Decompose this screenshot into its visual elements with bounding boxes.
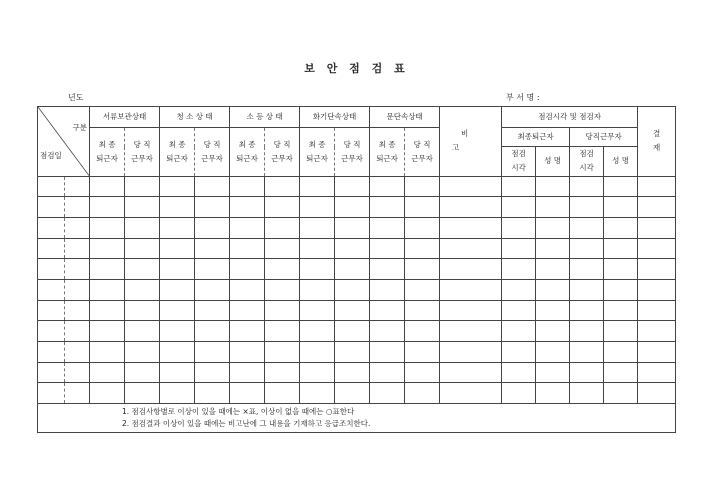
table-cell[interactable] <box>335 362 370 383</box>
table-cell[interactable] <box>604 197 638 218</box>
table-row <box>38 300 676 321</box>
category-cleaning: 청 소 상 태 <box>160 107 230 128</box>
table-cell[interactable] <box>125 238 160 259</box>
table-cell[interactable] <box>230 238 265 259</box>
table-cell[interactable] <box>160 321 195 342</box>
table-cell[interactable] <box>160 259 195 280</box>
table-cell[interactable] <box>370 300 405 321</box>
table-cell[interactable] <box>195 176 230 197</box>
table-cell[interactable] <box>38 383 65 404</box>
table-cell[interactable] <box>536 383 570 404</box>
table-row <box>38 342 676 363</box>
table-cell[interactable] <box>570 342 604 363</box>
table-cell[interactable] <box>536 197 570 218</box>
table-cell[interactable] <box>38 321 65 342</box>
page-title: 보 안 점 검 표 <box>304 62 409 75</box>
table-cell[interactable] <box>90 279 125 300</box>
sub-duty-worker: 당 직 근무자 <box>265 128 300 177</box>
table-cell[interactable] <box>638 197 676 218</box>
table-row <box>38 362 676 383</box>
table-cell[interactable] <box>570 259 604 280</box>
table-row <box>38 176 676 197</box>
table-cell[interactable] <box>125 259 160 280</box>
table-cell[interactable] <box>90 321 125 342</box>
table-cell[interactable] <box>604 176 638 197</box>
table-cell[interactable] <box>335 383 370 404</box>
inspect-header: 점검시각 및 점검자 <box>502 107 638 128</box>
table-cell[interactable] <box>90 176 125 197</box>
table-cell[interactable] <box>230 176 265 197</box>
table-cell[interactable] <box>300 321 335 342</box>
table-cell[interactable] <box>300 197 335 218</box>
table-cell[interactable] <box>502 362 536 383</box>
table-cell[interactable] <box>335 279 370 300</box>
table-cell[interactable] <box>38 197 65 218</box>
table-cell[interactable] <box>195 383 230 404</box>
table-cell[interactable] <box>230 217 265 238</box>
table-cell[interactable] <box>440 217 502 238</box>
table-cell[interactable] <box>265 259 300 280</box>
table-cell[interactable] <box>570 362 604 383</box>
table-cell[interactable] <box>502 279 536 300</box>
table-cell[interactable] <box>335 176 370 197</box>
table-cell[interactable] <box>265 300 300 321</box>
table-cell[interactable] <box>90 300 125 321</box>
table-cell[interactable] <box>230 197 265 218</box>
table-cell[interactable] <box>265 321 300 342</box>
table-cell[interactable] <box>65 383 90 404</box>
table-cell[interactable] <box>195 238 230 259</box>
table-cell[interactable] <box>125 321 160 342</box>
table-cell[interactable] <box>300 217 335 238</box>
table-cell[interactable] <box>536 259 570 280</box>
table-cell[interactable] <box>90 383 125 404</box>
table-row <box>38 383 676 404</box>
name-header: 성 명 <box>604 147 638 177</box>
table-cell[interactable] <box>536 321 570 342</box>
table-cell[interactable] <box>440 383 502 404</box>
table-cell[interactable] <box>38 342 65 363</box>
table-cell[interactable] <box>638 279 676 300</box>
table-cell[interactable] <box>195 362 230 383</box>
table-cell[interactable] <box>265 362 300 383</box>
table-cell[interactable] <box>440 259 502 280</box>
table-cell[interactable] <box>370 217 405 238</box>
table-cell[interactable] <box>440 321 502 342</box>
table-cell[interactable] <box>65 259 90 280</box>
table-cell[interactable] <box>300 176 335 197</box>
category-lights: 소 등 상 태 <box>230 107 300 128</box>
table-cell[interactable] <box>300 300 335 321</box>
table-row <box>38 259 676 280</box>
table-cell[interactable] <box>65 342 90 363</box>
table-cell[interactable] <box>65 197 90 218</box>
table-row <box>38 217 676 238</box>
table-cell[interactable] <box>335 300 370 321</box>
date-label: 점검일 <box>40 151 62 160</box>
table-cell[interactable] <box>570 300 604 321</box>
table-cell[interactable] <box>160 217 195 238</box>
table-row <box>38 279 676 300</box>
table-cell[interactable] <box>65 362 90 383</box>
table-cell[interactable] <box>125 197 160 218</box>
table-cell[interactable] <box>440 197 502 218</box>
table-cell[interactable] <box>195 321 230 342</box>
table-cell[interactable] <box>638 383 676 404</box>
table-cell[interactable] <box>440 279 502 300</box>
table-cell[interactable] <box>90 259 125 280</box>
table-cell[interactable] <box>38 300 65 321</box>
table-cell[interactable] <box>604 321 638 342</box>
table-cell[interactable] <box>195 259 230 280</box>
table-cell[interactable] <box>536 217 570 238</box>
table-cell[interactable] <box>405 279 440 300</box>
table-cell[interactable] <box>502 217 536 238</box>
table-cell[interactable] <box>125 342 160 363</box>
table-cell[interactable] <box>405 197 440 218</box>
table-cell[interactable] <box>536 342 570 363</box>
table-cell[interactable] <box>536 238 570 259</box>
category-fire: 화기단속상태 <box>300 107 370 128</box>
table-cell[interactable] <box>604 259 638 280</box>
table-cell[interactable] <box>38 259 65 280</box>
table-cell[interactable] <box>125 217 160 238</box>
final-leaver-header: 최종퇴근자 <box>502 128 570 147</box>
table-cell[interactable] <box>638 342 676 363</box>
table-cell[interactable] <box>195 300 230 321</box>
sub-duty-worker: 당 직 근무자 <box>335 128 370 177</box>
table-cell[interactable] <box>38 279 65 300</box>
table-cell[interactable] <box>90 217 125 238</box>
table-cell[interactable] <box>300 238 335 259</box>
table-cell[interactable] <box>125 383 160 404</box>
table-cell[interactable] <box>160 279 195 300</box>
table-cell[interactable] <box>370 342 405 363</box>
table-cell[interactable] <box>570 176 604 197</box>
table-cell[interactable] <box>536 300 570 321</box>
table-cell[interactable] <box>300 362 335 383</box>
table-cell[interactable] <box>230 383 265 404</box>
table-cell[interactable] <box>405 300 440 321</box>
table-cell[interactable] <box>335 197 370 218</box>
time-header: 점검 시각 <box>502 147 536 177</box>
note-1: 1. 점검사항별로 이상이 있을 때에는 ×표, 이상이 없을 때에는 ○표한다 <box>122 407 355 417</box>
table-cell[interactable] <box>440 238 502 259</box>
table-cell[interactable] <box>160 300 195 321</box>
table-cell[interactable] <box>38 238 65 259</box>
table-cell[interactable] <box>638 300 676 321</box>
table-cell[interactable] <box>65 238 90 259</box>
table-cell[interactable] <box>300 342 335 363</box>
table-cell[interactable] <box>160 383 195 404</box>
table-cell[interactable] <box>65 176 90 197</box>
table-cell[interactable] <box>230 279 265 300</box>
table-cell[interactable] <box>502 238 536 259</box>
table-cell[interactable] <box>125 176 160 197</box>
table-cell[interactable] <box>265 383 300 404</box>
table-cell[interactable] <box>230 362 265 383</box>
sub-last-leaver: 최 종 퇴근자 <box>90 128 125 177</box>
table-cell[interactable] <box>300 259 335 280</box>
table-cell[interactable] <box>502 342 536 363</box>
table-cell[interactable] <box>440 342 502 363</box>
table-row <box>38 238 676 259</box>
table-cell[interactable] <box>604 300 638 321</box>
table-cell[interactable] <box>335 217 370 238</box>
table-cell[interactable] <box>65 321 90 342</box>
table-cell[interactable] <box>160 197 195 218</box>
sub-duty-worker: 당 직 근무자 <box>195 128 230 177</box>
table-cell[interactable] <box>38 217 65 238</box>
table-cell[interactable] <box>638 321 676 342</box>
table-cell[interactable] <box>570 238 604 259</box>
table-cell[interactable] <box>502 383 536 404</box>
table-cell[interactable] <box>125 300 160 321</box>
table-cell[interactable] <box>65 217 90 238</box>
table-row <box>38 197 676 218</box>
name-header: 성 명 <box>536 147 570 177</box>
table-cell[interactable] <box>370 321 405 342</box>
table-cell[interactable] <box>405 238 440 259</box>
table-cell[interactable] <box>265 217 300 238</box>
table-cell[interactable] <box>160 176 195 197</box>
table-cell[interactable] <box>370 238 405 259</box>
duty-worker-header: 당직근무자 <box>570 128 638 147</box>
table-cell[interactable] <box>604 362 638 383</box>
table-cell[interactable] <box>370 383 405 404</box>
table-cell[interactable] <box>300 383 335 404</box>
table-cell[interactable] <box>195 217 230 238</box>
table-cell[interactable] <box>335 321 370 342</box>
table-cell[interactable] <box>440 362 502 383</box>
sub-last-leaver: 최 종 퇴근자 <box>300 128 335 177</box>
year-label: 년도 <box>68 93 84 102</box>
category-documents: 서류보관상태 <box>90 107 160 128</box>
table-cell[interactable] <box>440 176 502 197</box>
table-cell[interactable] <box>536 176 570 197</box>
table-cell[interactable] <box>604 217 638 238</box>
time-header: 점검 시각 <box>570 147 604 177</box>
table-cell[interactable] <box>230 259 265 280</box>
remarks-header: 비고 <box>440 107 502 177</box>
table-cell[interactable] <box>502 197 536 218</box>
table-cell[interactable] <box>90 342 125 363</box>
table-cell[interactable] <box>405 342 440 363</box>
sub-last-leaver: 최 종 퇴근자 <box>230 128 265 177</box>
table-cell[interactable] <box>265 279 300 300</box>
table-cell[interactable] <box>230 342 265 363</box>
sub-last-leaver: 최 종 퇴근자 <box>370 128 405 177</box>
table-cell[interactable] <box>370 362 405 383</box>
department-label: 부 서 명 : <box>506 93 540 102</box>
table-cell[interactable] <box>570 383 604 404</box>
table-cell[interactable] <box>570 279 604 300</box>
table-cell[interactable] <box>38 362 65 383</box>
table-cell[interactable] <box>370 279 405 300</box>
table-cell[interactable] <box>160 342 195 363</box>
table-cell[interactable] <box>265 238 300 259</box>
approval-header: 결 재 <box>638 107 676 177</box>
table-cell[interactable] <box>502 259 536 280</box>
table-cell[interactable] <box>570 321 604 342</box>
table-cell[interactable] <box>638 238 676 259</box>
table-cell[interactable] <box>38 176 65 197</box>
table-cell[interactable] <box>335 342 370 363</box>
table-cell[interactable] <box>335 238 370 259</box>
table-cell[interactable] <box>405 176 440 197</box>
table-cell[interactable] <box>65 279 90 300</box>
table-cell[interactable] <box>160 362 195 383</box>
table-cell[interactable] <box>90 362 125 383</box>
table-cell[interactable] <box>604 279 638 300</box>
gubun-label: 구분 <box>72 123 87 132</box>
table-cell[interactable] <box>502 176 536 197</box>
table-cell[interactable] <box>125 362 160 383</box>
table-cell[interactable] <box>265 176 300 197</box>
table-cell[interactable] <box>502 321 536 342</box>
table-cell[interactable] <box>440 300 502 321</box>
table-cell[interactable] <box>370 176 405 197</box>
table-cell[interactable] <box>230 321 265 342</box>
table-row <box>38 321 676 342</box>
category-doors: 문단속상태 <box>370 107 440 128</box>
table-cell[interactable] <box>370 197 405 218</box>
table-cell[interactable] <box>604 238 638 259</box>
table-cell[interactable] <box>405 217 440 238</box>
table-cell[interactable] <box>125 279 160 300</box>
table-cell[interactable] <box>230 300 265 321</box>
table-cell[interactable] <box>536 362 570 383</box>
table-cell[interactable] <box>405 362 440 383</box>
table-cell[interactable] <box>90 238 125 259</box>
note-2: 2. 점검결과 이상이 있을 때에는 비고난에 그 내용을 기재하고 응급조치한다. <box>122 419 371 429</box>
table-cell[interactable] <box>570 217 604 238</box>
table-cell[interactable] <box>502 300 536 321</box>
diagonal-line <box>38 107 89 176</box>
table-cell[interactable] <box>265 197 300 218</box>
table-cell[interactable] <box>405 259 440 280</box>
table-cell[interactable] <box>195 279 230 300</box>
table-cell[interactable] <box>65 300 90 321</box>
table-cell[interactable] <box>604 342 638 363</box>
table-cell[interactable] <box>370 259 405 280</box>
table-cell[interactable] <box>90 197 125 218</box>
table-cell[interactable] <box>638 217 676 238</box>
table-cell[interactable] <box>265 342 300 363</box>
table-cell[interactable] <box>300 279 335 300</box>
table-cell[interactable] <box>638 176 676 197</box>
table-cell[interactable] <box>604 383 638 404</box>
table-cell[interactable] <box>195 342 230 363</box>
table-cell[interactable] <box>405 383 440 404</box>
table-cell[interactable] <box>570 197 604 218</box>
inspection-table <box>37 106 676 433</box>
table-cell[interactable] <box>638 362 676 383</box>
notes-cell <box>38 404 676 433</box>
header-corner-cell <box>38 107 90 177</box>
table-cell[interactable] <box>536 279 570 300</box>
sub-duty-worker: 당 직 근무자 <box>405 128 440 177</box>
table-cell[interactable] <box>335 259 370 280</box>
sub-duty-worker: 당 직 근무자 <box>125 128 160 177</box>
table-cell[interactable] <box>195 197 230 218</box>
table-cell[interactable] <box>160 238 195 259</box>
table-cell[interactable] <box>405 321 440 342</box>
table-cell[interactable] <box>638 259 676 280</box>
sub-last-leaver: 최 종 퇴근자 <box>160 128 195 177</box>
